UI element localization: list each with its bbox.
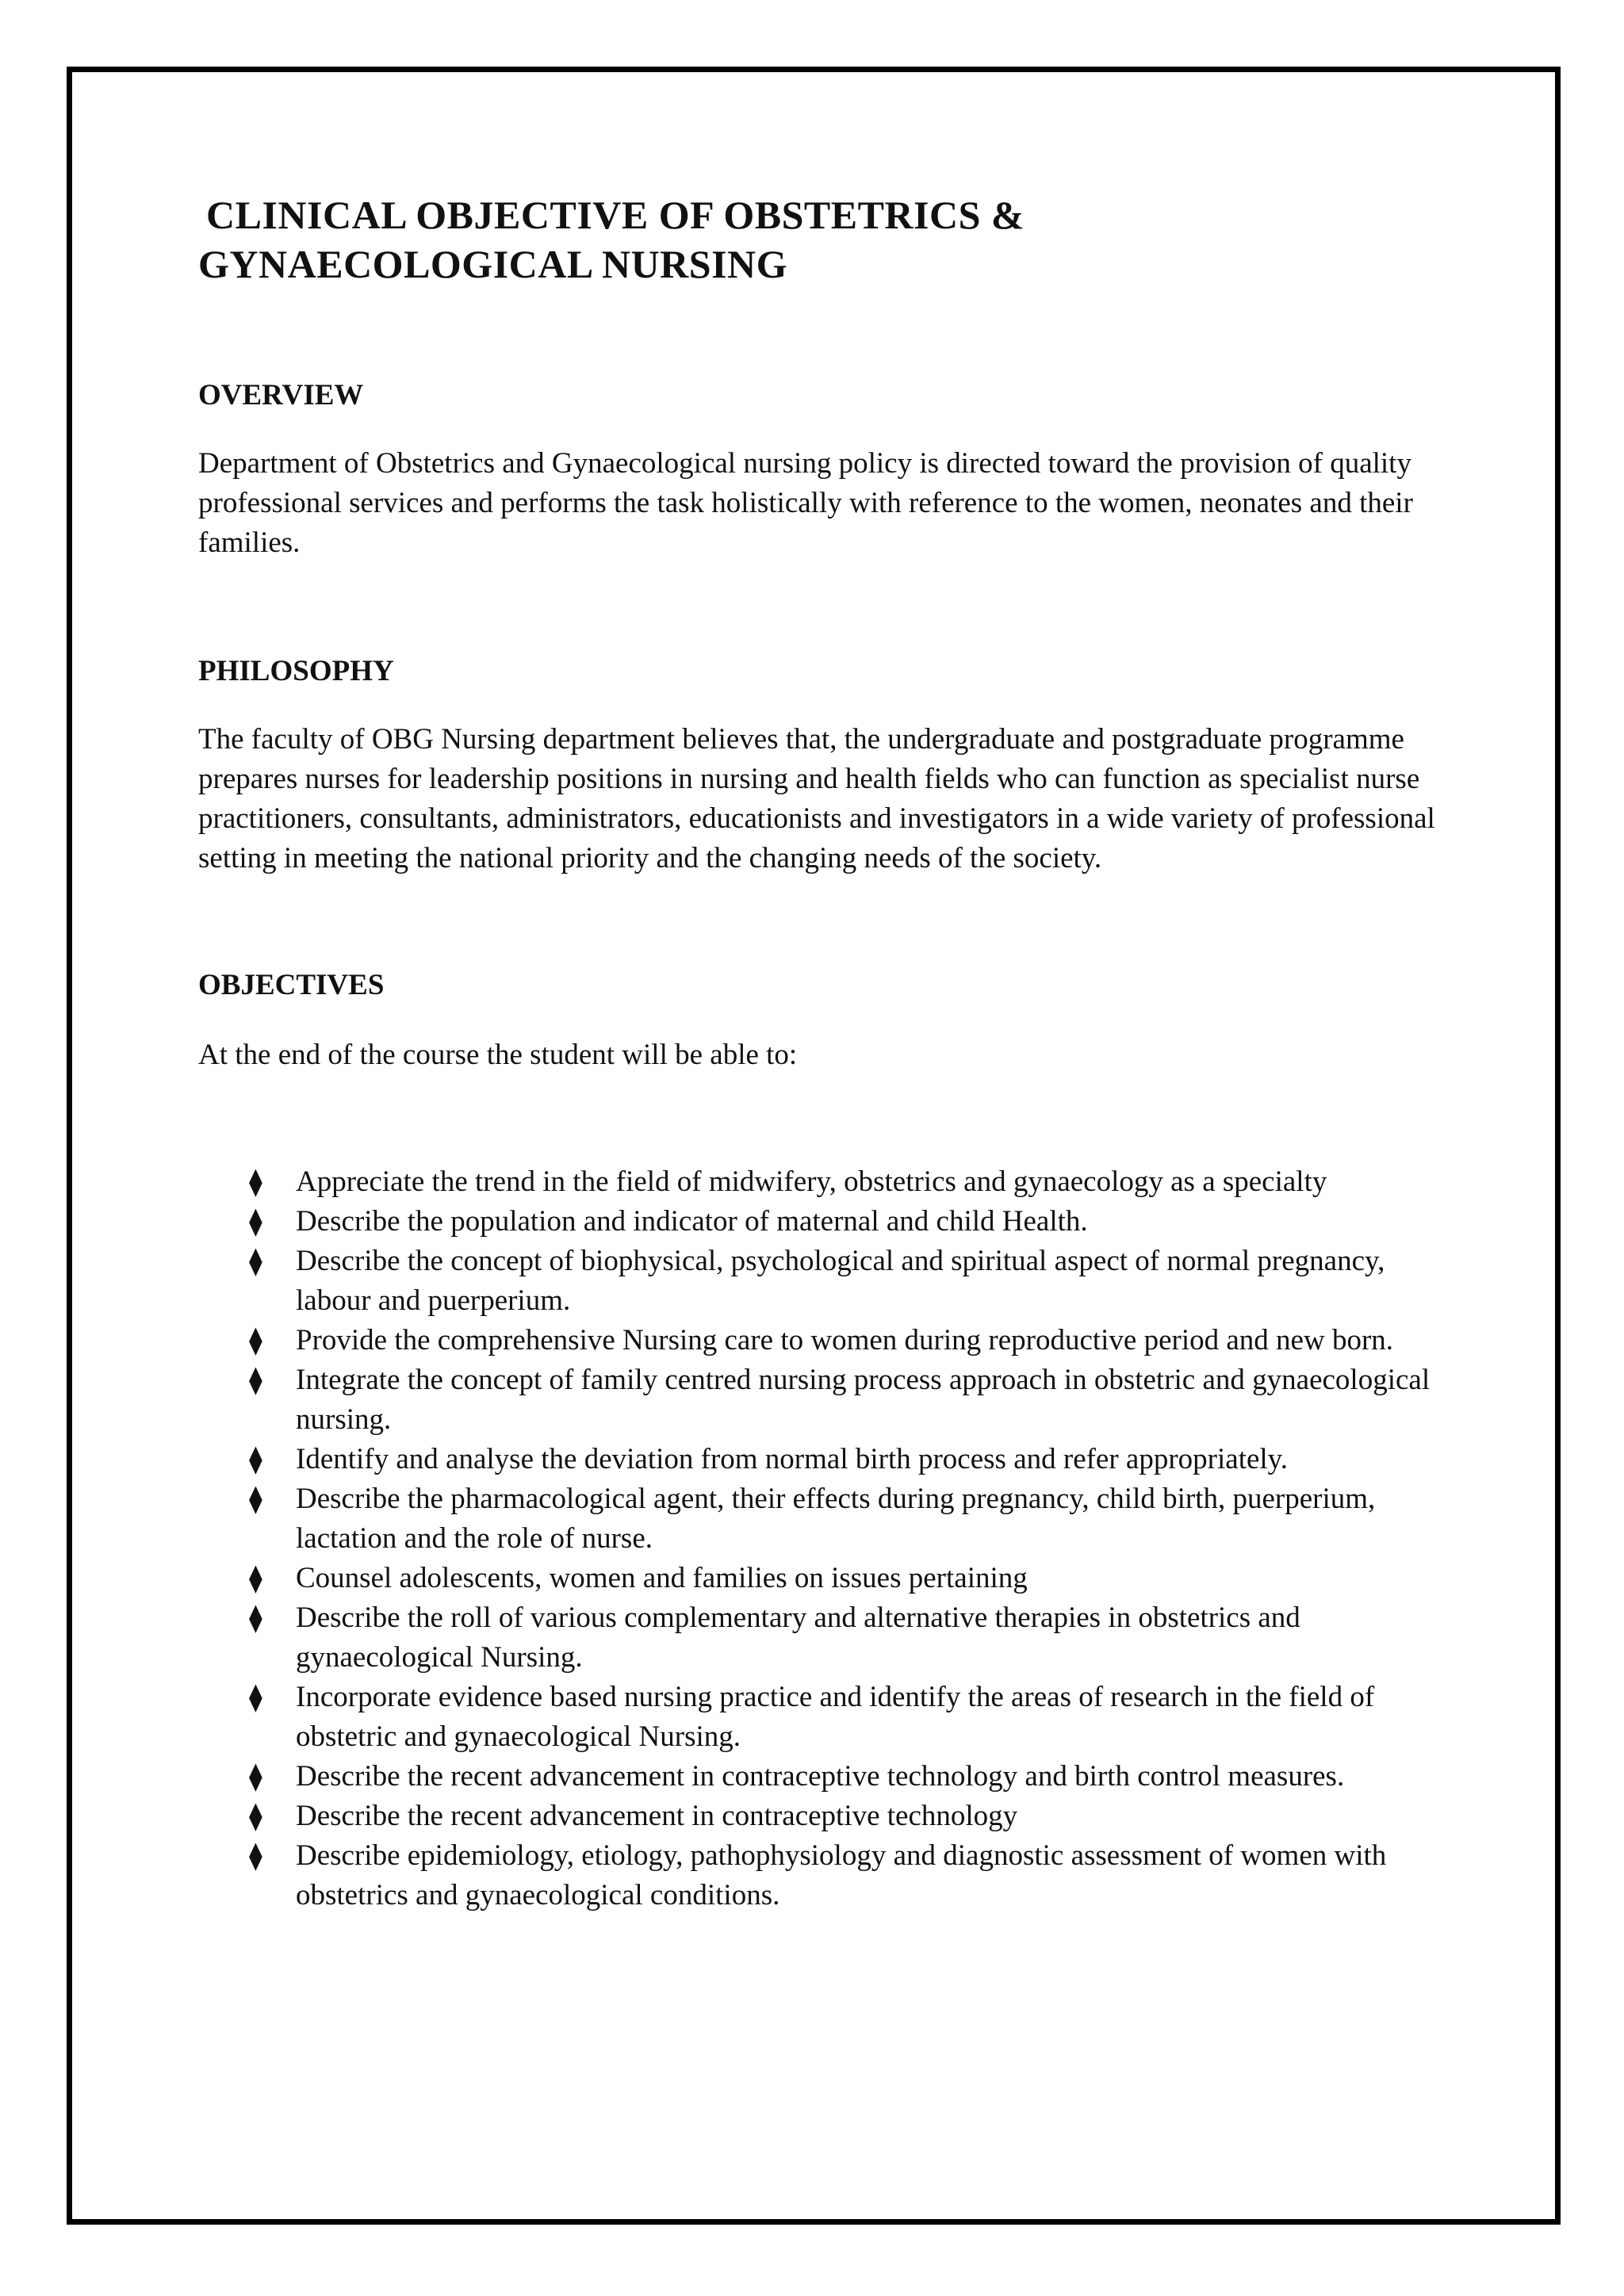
diamond-bullet-icon: ⧫	[249, 1761, 262, 1793]
philosophy-paragraph: The faculty of OBG Nursing department believes that, the undergraduate and postgraduate programme prepares nurses for leadership positions in nursing and health fields who can function as specialist nurse practitioners, consultants, administrators, educationists and investigators in a wide variety of professional setting in meeting the national priority and the changing needs of the society.	[198, 723, 1435, 874]
document-title-line-1: CLINICAL OBJECTIVE OF OBSTETRICS &	[206, 193, 1025, 237]
objective-item	[198, 1598, 1446, 1678]
overview-heading: OVERVIEW	[198, 379, 364, 411]
objective-text: Identify and analyse the deviation from normal birth process and refer appropriately.	[296, 1443, 1289, 1475]
objective-item	[198, 1360, 1446, 1440]
diamond-bullet-icon: ⧫	[249, 1602, 262, 1634]
diamond-bullet-icon: ⧫	[249, 1325, 262, 1357]
objective-text: Describe epidemiology, etiology, pathophysiology and diagnostic assessment of women with obstetrics and gynaecological conditions.	[296, 1839, 1387, 1911]
objective-text: Describe the recent advancement in contraceptive technology	[296, 1800, 1018, 1832]
objective-item	[198, 1202, 1446, 1242]
objective-item	[198, 1797, 1446, 1836]
diamond-bullet-icon: ⧫	[249, 1166, 262, 1198]
objectives-heading: OBJECTIVES	[198, 969, 385, 1001]
diamond-bullet-icon: ⧫	[249, 1483, 262, 1515]
objective-text: Describe the pharmacological agent, their effects during pregnancy, child birth, puerperium, lactation and the role of nurse.	[296, 1483, 1376, 1555]
diamond-bullet-icon: ⧫	[249, 1840, 262, 1872]
objective-item	[198, 1757, 1446, 1797]
objective-text: Describe the roll of various complementary and alternative therapies in obstetrics and gynaecological Nursing.	[296, 1601, 1300, 1674]
diamond-bullet-icon: ⧫	[249, 1444, 262, 1475]
diamond-bullet-icon: ⧫	[249, 1364, 262, 1396]
objective-item	[198, 1678, 1446, 1757]
document-title-line-2: GYNAECOLOGICAL NURSING	[198, 242, 788, 286]
philosophy-heading: PHILOSOPHY	[198, 655, 394, 687]
objective-item	[198, 1479, 1446, 1559]
diamond-bullet-icon: ⧫	[249, 1246, 262, 1277]
objective-text: Describe the concept of biophysical, psychological and spiritual aspect of normal pregnancy, labour and puerperium.	[296, 1245, 1385, 1317]
objective-item	[198, 1242, 1446, 1321]
objectives-list	[198, 1162, 1435, 1915]
objective-text: Describe the recent advancement in contraceptive technology and birth control measures.	[296, 1760, 1345, 1793]
objective-text: Appreciate the trend in the field of midwifery, obstetrics and gynaecology as a specialty	[296, 1165, 1327, 1198]
diamond-bullet-icon: ⧫	[249, 1206, 262, 1238]
objective-text: Incorporate evidence based nursing practice and identify the areas of research in the field of obstetric and gynaecological Nursing.	[296, 1681, 1375, 1753]
objective-item	[198, 1321, 1446, 1360]
objective-text: Provide the comprehensive Nursing care to women during reproductive period and new born.	[296, 1324, 1394, 1357]
objective-item	[198, 1162, 1446, 1202]
objective-item	[198, 1440, 1446, 1479]
objective-text: Integrate the concept of family centred nursing process approach in obstetric and gynaecological nursing.	[296, 1364, 1431, 1436]
overview-paragraph: Department of Obstetrics and Gynaecological nursing policy is directed toward the provision of quality professional services and performs the task holistically with reference to the women, neonates and their families.	[198, 447, 1413, 559]
document-content	[198, 190, 1435, 1915]
objective-item	[198, 1559, 1446, 1598]
diamond-bullet-icon: ⧫	[249, 1682, 262, 1713]
diamond-bullet-icon: ⧫	[249, 1563, 262, 1594]
objective-item	[198, 1836, 1446, 1915]
objectives-intro: At the end of the course the student will be able to:	[198, 1039, 798, 1071]
objective-text: Describe the population and indicator of maternal and child Health.	[296, 1205, 1088, 1238]
document-title	[198, 190, 1435, 289]
objective-text: Counsel adolescents, women and families on issues pertaining	[296, 1562, 1028, 1594]
diamond-bullet-icon: ⧫	[249, 1800, 262, 1832]
